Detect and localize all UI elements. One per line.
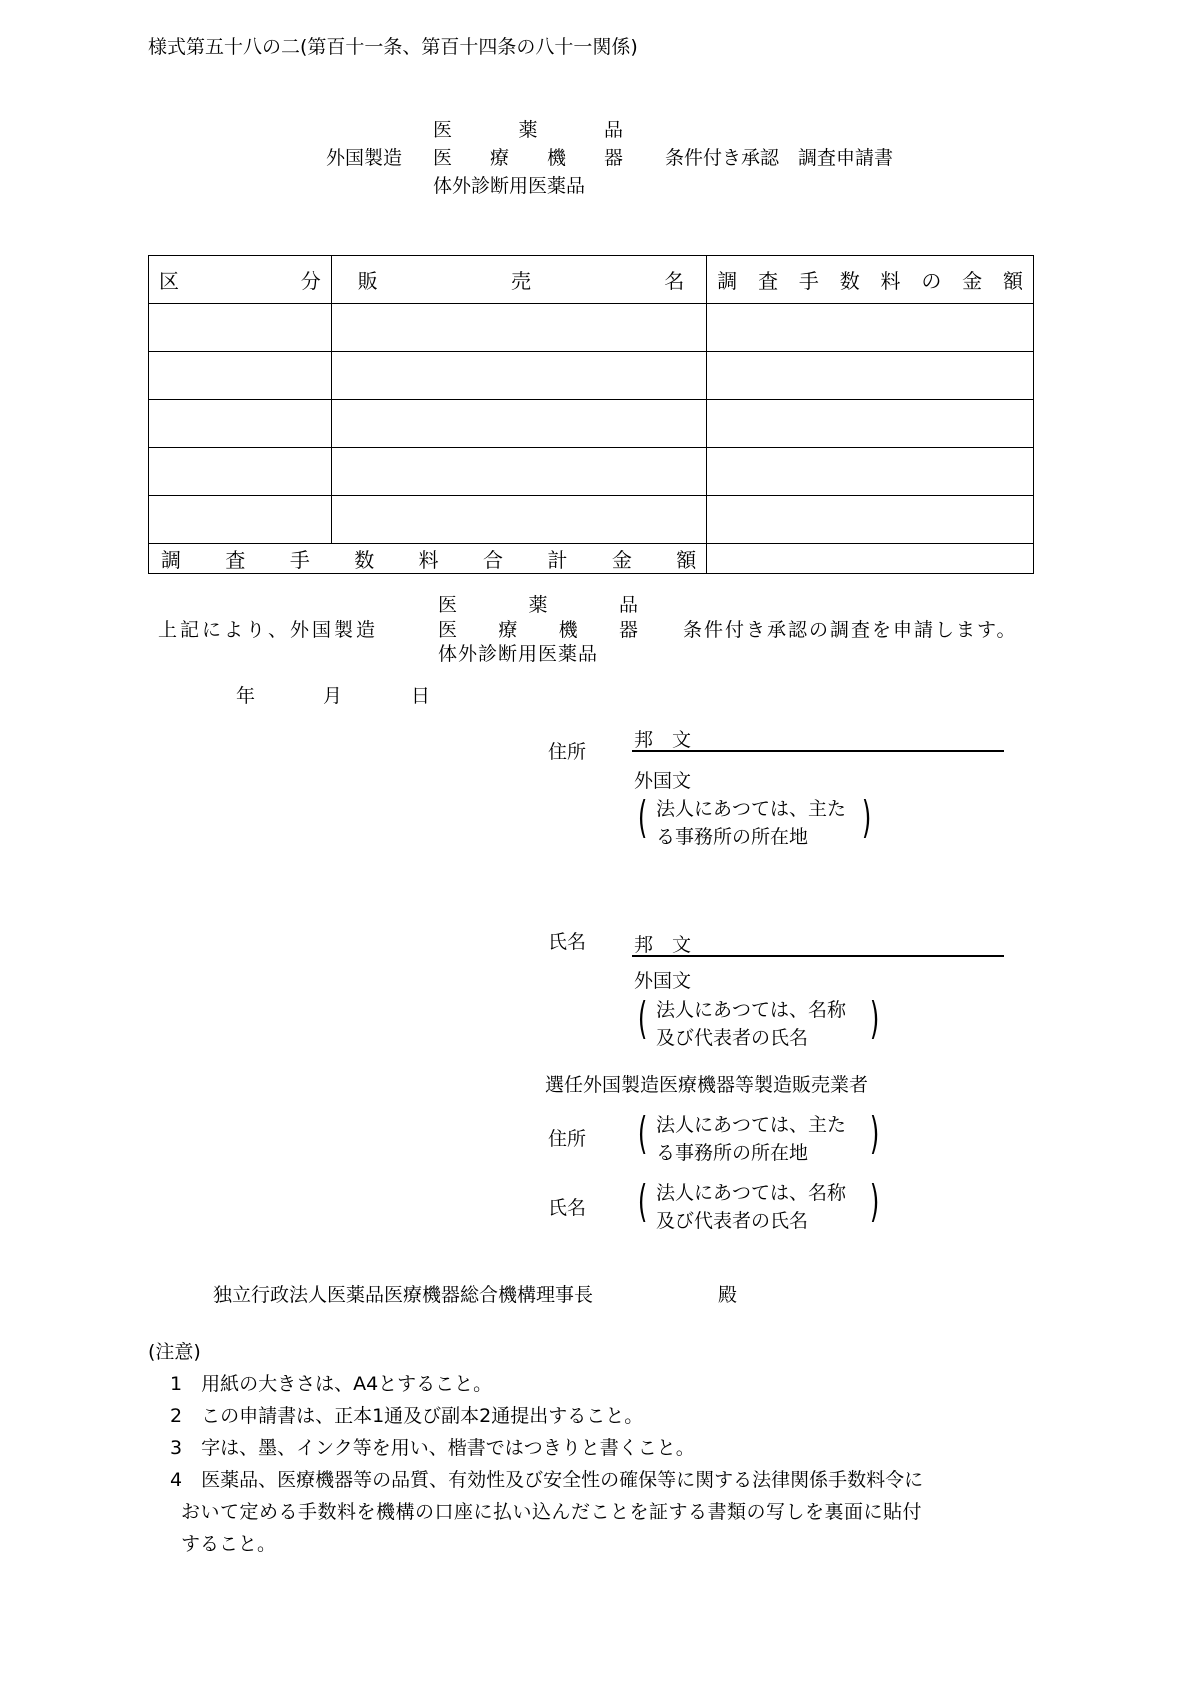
table-row (149, 400, 1034, 448)
applicant-name-label: 氏名 (548, 931, 587, 953)
title-suffix: 条件付き承認 調査申請書 (665, 147, 894, 169)
applicant-name-note-2: 及び代表者の氏名 (656, 1027, 809, 1049)
fee-cell[interactable] (707, 304, 1034, 352)
total-label: 調 査 手 数 料 合 計 金 額 (149, 544, 707, 574)
applicant-address-foreign-label: 外国文 (634, 770, 692, 792)
declaration-prefix: 上記により、外国製造 (158, 619, 379, 641)
addressee-honorific: 殿 (718, 1284, 738, 1306)
total-row (149, 544, 1034, 574)
note-item-4: 4 医薬品、医療機器等の品質、有効性及び安全性の確保等に関する法律関係手数料令に (170, 1469, 924, 1491)
date-month: 月 (323, 685, 343, 707)
table-row (149, 448, 1034, 496)
applicant-name-japanese-label: 邦 文 (634, 934, 692, 956)
declaration-suffix: 条件付き承認の調査を申請します。 (683, 619, 1018, 641)
title-prefix: 外国製造 (326, 147, 403, 169)
form-label: 様式第五十八の二(第百十一条、第百十四条の八十一関係) (148, 36, 638, 58)
table-header-row (149, 256, 1034, 304)
applicant-address-label: 住所 (548, 741, 587, 763)
applicant-address-japanese-label: 邦 文 (634, 729, 692, 751)
left-paren-icon: ( (637, 993, 648, 1044)
fee-cell[interactable] (707, 496, 1034, 544)
agent-address-note-2: る事務所の所在地 (656, 1142, 809, 1164)
agent-heading: 選任外国製造医療機器等製造販売業者 (545, 1074, 869, 1096)
table-row (149, 304, 1034, 352)
fee-cell[interactable] (707, 448, 1034, 496)
note-item-1: 1 用紙の大きさは、A4とすること。 (170, 1373, 493, 1395)
header-category: 区 分 (149, 256, 332, 304)
addressee-name: 独立行政法人医薬品医療機器総合機構理事長 (213, 1284, 594, 1306)
date-year: 年 (236, 685, 256, 707)
agent-name-note-1: 法人にあつては、名称 (656, 1182, 847, 1204)
declaration-type-3: 体外診断用医薬品 (438, 643, 599, 665)
note-item-4-cont-1: おいて定める手数料を機構の口座に払い込んだことを証する書類の写しを裏面に貼付 (181, 1501, 923, 1523)
applicant-name-line[interactable] (632, 955, 1004, 957)
applicant-name-foreign-label: 外国文 (634, 970, 692, 992)
header-sales-name: 販 売 名 (331, 256, 707, 304)
title-type-3: 体外診断用医薬品 (433, 175, 586, 197)
declaration-type-1: 医 薬 品 (438, 594, 638, 616)
left-paren-icon: ( (637, 1108, 648, 1159)
left-paren-icon: ( (637, 792, 648, 843)
category-cell[interactable] (149, 400, 332, 448)
sales-name-cell[interactable] (331, 400, 707, 448)
notes-heading: (注意) (148, 1341, 201, 1363)
date-day: 日 (411, 685, 431, 707)
note-item-3: 3 字は、墨、インク等を用い、楷書ではつきりと書くこと。 (170, 1437, 695, 1459)
category-cell[interactable] (149, 352, 332, 400)
sales-name-cell[interactable] (331, 448, 707, 496)
sales-name-cell[interactable] (331, 352, 707, 400)
agent-address-label: 住所 (548, 1128, 587, 1150)
left-paren-icon: ( (637, 1176, 648, 1227)
sales-name-cell[interactable] (331, 304, 707, 352)
right-paren-icon: ) (869, 1176, 880, 1227)
agent-address-note-1: 法人にあつては、主た (656, 1114, 847, 1136)
total-value-cell[interactable] (707, 544, 1034, 574)
sales-name-cell[interactable] (331, 496, 707, 544)
table-row (149, 496, 1034, 544)
applicant-address-note-2: る事務所の所在地 (656, 826, 809, 848)
fee-cell[interactable] (707, 400, 1034, 448)
applicant-name-note-1: 法人にあつては、名称 (656, 999, 847, 1021)
right-paren-icon: ) (861, 792, 872, 843)
right-paren-icon: ) (869, 1108, 880, 1159)
note-item-4-cont-2: すること。 (181, 1533, 277, 1555)
category-cell[interactable] (149, 448, 332, 496)
title-type-2: 医 療 機 器 (433, 147, 623, 169)
category-cell[interactable] (149, 496, 332, 544)
agent-name-note-2: 及び代表者の氏名 (656, 1210, 809, 1232)
fee-table (148, 255, 1034, 574)
agent-name-label: 氏名 (548, 1197, 587, 1219)
category-cell[interactable] (149, 304, 332, 352)
applicant-address-line[interactable] (632, 750, 1004, 752)
title-type-1: 医 薬 品 (433, 119, 623, 141)
note-item-2: 2 この申請書は、正本1通及び副本2通提出すること。 (170, 1405, 644, 1427)
header-fee: 調 査 手 数 料 の 金 額 (707, 256, 1034, 304)
table-row (149, 352, 1034, 400)
declaration-type-2: 医 療 機 器 (438, 619, 638, 641)
right-paren-icon: ) (869, 993, 880, 1044)
applicant-address-note-1: 法人にあつては、主た (656, 798, 847, 820)
fee-cell[interactable] (707, 352, 1034, 400)
